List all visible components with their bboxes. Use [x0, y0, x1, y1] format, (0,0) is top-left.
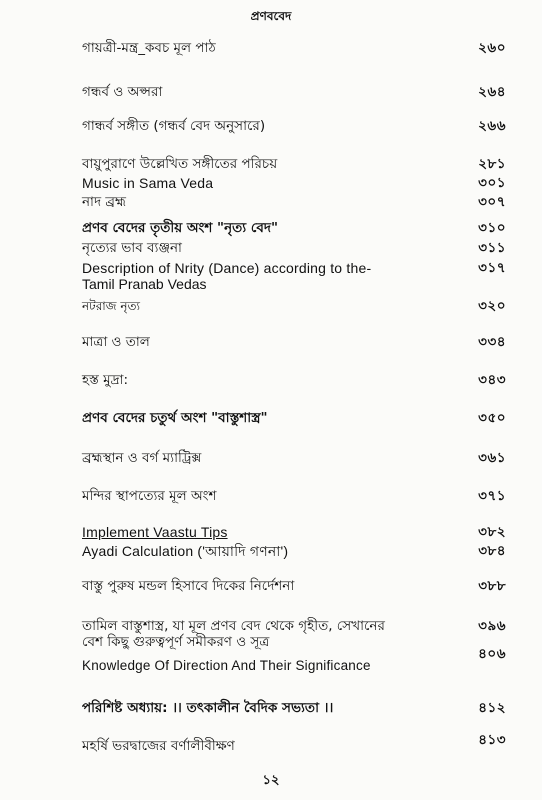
toc-entry-title: Description of Nrity (Dance) according to the- — [82, 260, 372, 276]
toc-entry-title: গায়ত্রী-মন্ত্র_কবচ মূল পাঠ — [82, 40, 216, 56]
toc-entry — [82, 334, 506, 350]
toc-entry — [82, 118, 506, 134]
toc-entry-title: মহর্ষি ভরদ্বাজের বর্ণালীবীক্ষণ — [82, 738, 235, 754]
toc-entry-title-continued: বেশ কিছু গুরুত্বপূর্ণ সমীকরণ ও সূত্র — [82, 634, 270, 650]
toc-entry-page: ৩৮৪ — [478, 543, 506, 559]
toc-entry — [82, 40, 506, 56]
toc-entry — [82, 700, 506, 716]
toc-entry-page: ৪১৩ — [478, 732, 506, 748]
toc-entry-page: ৩১৭ — [478, 260, 506, 276]
page-number: ১২ — [262, 773, 280, 788]
toc-entry-page: ২৮১ — [478, 156, 506, 172]
toc-entry-page: ৪১২ — [478, 700, 506, 716]
toc-entry-title: হস্ত মুদ্রা: — [82, 372, 129, 388]
toc-entry-page: ৩৩৪ — [478, 334, 506, 350]
toc-entry — [82, 175, 506, 191]
toc-entry-page: ৩৪৩ — [478, 372, 506, 388]
toc-entry-page: ৩১০ — [478, 220, 506, 236]
toc-entry — [82, 260, 506, 292]
toc-entry — [82, 240, 506, 256]
toc-entry-page: ৪০৬ — [478, 646, 506, 662]
toc-entry-page: ৩০১ — [478, 175, 506, 191]
toc-entry-page: ৩৮২ — [478, 524, 506, 540]
toc-entry-title: Ayadi Calculation ('আয়াদি গণনা') — [82, 543, 289, 559]
toc-entry — [82, 450, 506, 466]
toc-entry — [82, 488, 506, 504]
toc-entry — [82, 578, 506, 594]
toc-entry-page: ৩৭১ — [478, 488, 506, 504]
toc-entry-page: ৩৫০ — [478, 410, 506, 426]
toc-entry-title: বাস্তু পুরুষ মন্ডল হিসাবে দিকের নির্দেশনা — [82, 578, 295, 594]
toc-entry-title: নৃত্যের ভাব ব্যঞ্জনা — [82, 240, 182, 256]
toc-entry — [82, 220, 506, 236]
toc-entry-title: গন্ধর্ব ও অপ্সরা — [82, 84, 163, 100]
toc-entry-title: Music in Sama Veda — [82, 175, 214, 191]
toc-entry-page: ২৬৬ — [478, 118, 506, 134]
toc-entry-page: ৩৮৮ — [478, 578, 506, 594]
toc-entry-title: নটরাজ নৃত্য — [82, 299, 140, 313]
running-header: প্রণববেদ — [250, 9, 292, 23]
toc-entry — [82, 618, 506, 650]
toc-entry-title: তামিল বাস্তুশাস্ত্র, যা মূল প্রণব বেদ থেকে গৃহীত, সেখানের — [82, 618, 385, 634]
toc-entry — [82, 732, 506, 754]
toc-entry-title: মন্দির স্থাপত্যের মূল অংশ — [82, 488, 217, 504]
toc-entry-title: প্রণব বেদের চতুর্থ অংশ "বাস্তুশাস্ত্র" — [82, 410, 268, 426]
toc-entry-page: ৩২০ — [478, 298, 506, 314]
toc-entry — [82, 524, 506, 540]
toc-entry-page: ৩১১ — [478, 240, 506, 256]
toc-entry-page: ৩৯৬ — [478, 618, 506, 634]
toc-entry-title: ব্রহ্মস্থান ও বর্গ ম্যাট্রিক্স — [82, 450, 202, 466]
toc-entry-title: নাদ ব্রহ্ম — [82, 194, 126, 210]
toc-entry-title: পরিশিষ্ট অধ্যায়: ।। তৎকালীন বৈদিক সভ্যতা ।। — [82, 700, 334, 716]
toc-entry-title: প্রণব বেদের তৃতীয় অংশ "নৃত্য বেদ" — [82, 220, 279, 236]
toc-entry-title: Implement Vaastu Tips — [82, 524, 228, 540]
toc-entry-page: ৩৬১ — [478, 450, 506, 466]
toc-entry — [82, 194, 506, 210]
toc-entry — [82, 156, 506, 172]
toc-entry-title: গান্ধর্ব সঙ্গীত (গন্ধর্ব বেদ অনুসারে) — [82, 118, 266, 134]
toc-entry — [82, 298, 506, 314]
toc-entry-title: মাত্রা ও তাল — [82, 334, 150, 350]
toc-entry-title: Knowledge Of Direction And Their Significance — [82, 658, 371, 673]
toc-entry-title: বায়ুপুরাণে উল্লেখিত সঙ্গীতের পরিচয় — [82, 156, 278, 172]
toc-entry — [82, 84, 506, 100]
toc-entry — [82, 410, 506, 426]
toc-entry — [82, 372, 506, 388]
toc-entry-title-continued: Tamil Pranab Vedas — [82, 276, 207, 292]
toc-entry-page: ২৬০ — [478, 40, 506, 56]
toc-entry — [82, 543, 506, 559]
toc-entry-page: ৩০৭ — [478, 194, 506, 210]
toc-entry-page: ২৬৪ — [478, 84, 506, 100]
toc-entry — [82, 646, 506, 674]
